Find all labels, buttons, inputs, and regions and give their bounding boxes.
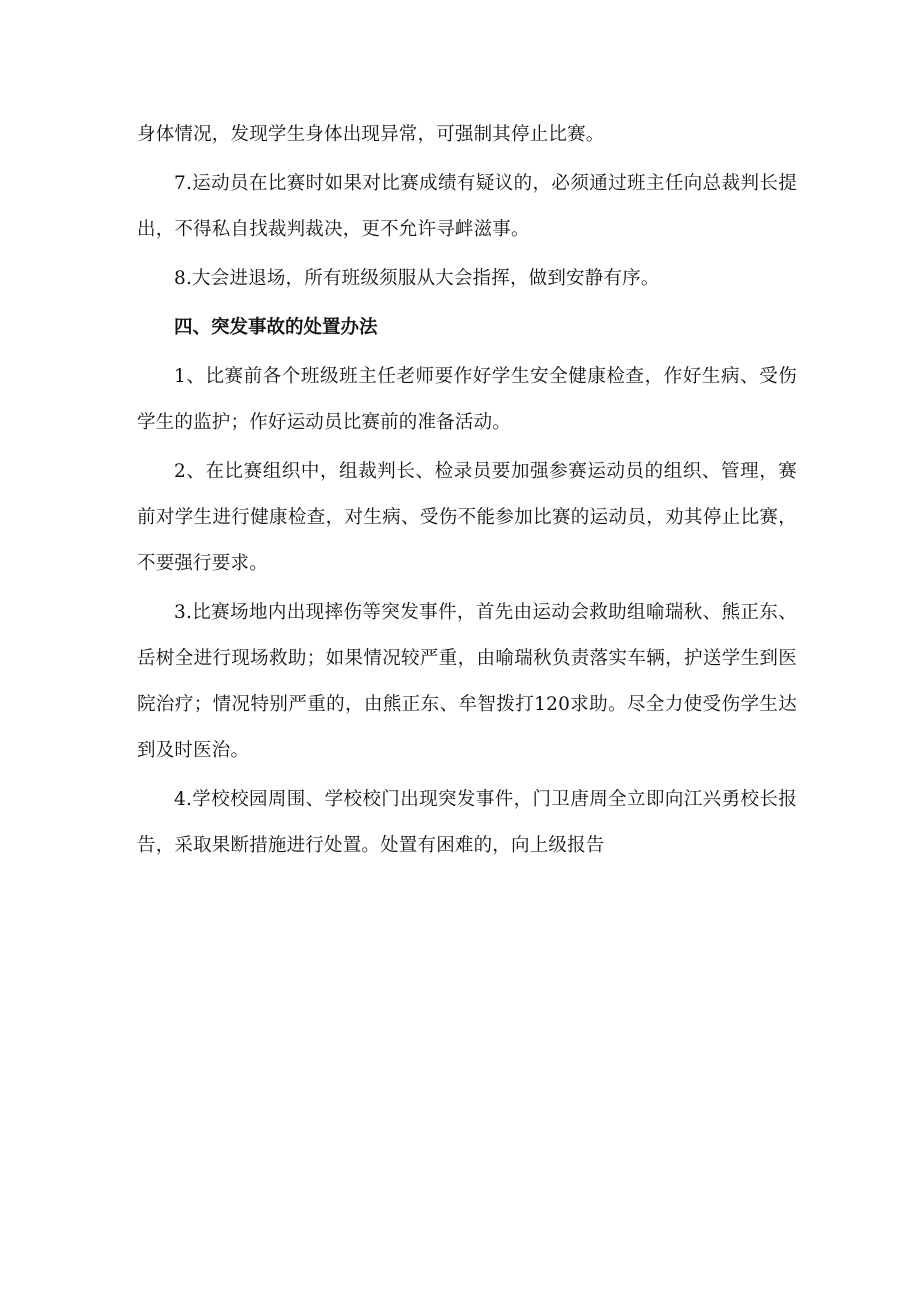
paragraph-emergency-1: 1、比赛前各个班级班主任老师要作好学生安全健康检查，作好生病、受伤学生的监护；作好运动员比赛前的准备活动。 bbox=[137, 366, 797, 433]
paragraph-item-8: 8.大会进退场，所有班级须服从大会指挥，做到安静有序。 bbox=[174, 268, 660, 289]
paragraph-emergency-4: 4.学校校园周围、学校校门出现突发事件，门卫唐周全立即向江兴勇校长报告，采取果断措施进行处置。处置有困难的，向上级报告 bbox=[137, 789, 797, 856]
paragraph-emergency-2: 2、在比赛组织中，组裁判长、检录员要加强参赛运动员的组织、管理，赛前对学生进行健康检查，对生病、受伤不能参加比赛的运动员，劝其停止比赛，不要强行要求。 bbox=[137, 461, 797, 574]
paragraph-emergency-3: 3.比赛场地内出现摔伤等突发事件，首先由运动会救助组喻瑞秋、熊正东、岳树全进行现场救助；如果情况较严重，由喻瑞秋负责落实车辆，护送学生到医院治疗；情况特别严重的，由熊正东、牟智拨打120求助。尽全力使受伤学生达到及时医治。 bbox=[137, 602, 797, 761]
section-heading: 四、突发事故的处置办法 bbox=[174, 317, 378, 338]
paragraph-item-7: 7.运动员在比赛时如果对比赛成绩有疑议的，必须通过班主任向总裁判长提出，不得私自找裁判裁决，更不允许寻衅滋事。 bbox=[137, 173, 797, 240]
paragraph-continuation: 身体情况，发现学生身体出现异常，可强制其停止比赛。 bbox=[137, 124, 605, 145]
document-body bbox=[137, 112, 797, 872]
